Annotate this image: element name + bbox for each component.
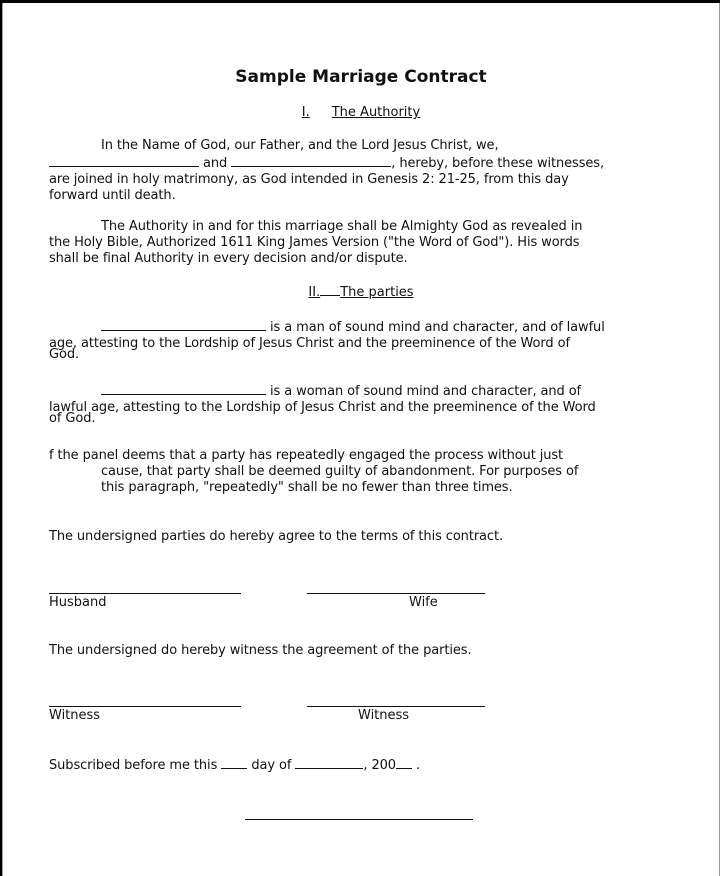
section-label: The Authority bbox=[331, 105, 421, 120]
paragraph-line: age, attesting to the Lordship of Jesus Christ and the preeminence of the Word of bbox=[49, 336, 570, 351]
section-heading-parties bbox=[3, 284, 719, 301]
paragraph-line: is a man of sound mind and character, and of lawful bbox=[49, 318, 669, 336]
wife-signature-line[interactable] bbox=[307, 593, 485, 594]
wife-name-blank[interactable] bbox=[101, 382, 266, 395]
day-blank[interactable] bbox=[221, 756, 247, 769]
paragraph-abandonment bbox=[49, 448, 669, 496]
witness-text: The undersigned do hereby witness the agreement of the parties. bbox=[49, 643, 472, 658]
section-number: II. bbox=[308, 285, 321, 300]
paragraph-line: God. bbox=[49, 347, 80, 362]
paragraph-line: cause, that party shall be deemed guilty of abandonment. For purposes of bbox=[101, 464, 579, 479]
paragraph-line: is a woman of sound mind and character, and of bbox=[49, 382, 669, 400]
paragraph-authority bbox=[49, 219, 669, 267]
and-text: and bbox=[203, 156, 228, 171]
witness-1-signature-line[interactable] bbox=[49, 706, 241, 707]
paragraph-line: are joined in holy matrimony, as God intended in Genesis 2: 21-25, from this day bbox=[49, 172, 569, 187]
husband-label: Husband bbox=[49, 595, 107, 610]
agreement-text: The undersigned parties do hereby agree to the terms of this contract. bbox=[49, 529, 504, 544]
paragraph-line: of God. bbox=[49, 411, 96, 426]
month-blank[interactable] bbox=[295, 756, 363, 769]
witness-2-signature-line[interactable] bbox=[307, 706, 485, 707]
husband-signature-line[interactable] bbox=[49, 593, 241, 594]
notary-signature-line[interactable] bbox=[245, 819, 473, 820]
witness-2-label: Witness bbox=[358, 708, 410, 723]
subscribed-line: Subscribed before me this day of , 200 . bbox=[49, 758, 421, 773]
husband-name-blank[interactable] bbox=[101, 318, 266, 331]
subscribed-prefix: Subscribed before me this bbox=[49, 758, 218, 773]
paragraph-line: shall be final Authority in every decision and/or dispute. bbox=[49, 251, 408, 266]
paragraph-husband bbox=[49, 318, 669, 363]
day-of-text: day of bbox=[251, 758, 292, 773]
paragraph-line bbox=[49, 154, 669, 172]
paragraph-line: The Authority in and for this marriage shall be Almighty God as revealed in bbox=[101, 219, 583, 234]
witness-1-label: Witness bbox=[49, 708, 101, 723]
paragraph-line: forward until death. bbox=[49, 188, 176, 203]
document-page bbox=[2, 3, 720, 876]
paragraph-opening bbox=[49, 138, 669, 204]
year-blank[interactable] bbox=[396, 756, 412, 769]
section-label: The parties bbox=[340, 285, 414, 300]
document-title: Sample Marriage Contract bbox=[235, 67, 487, 87]
paragraph-line: In the Name of God, our Father, and the Lord Jesus Christ, we, bbox=[101, 138, 499, 153]
paragraph-line: the Holy Bible, Authorized 1611 King James Version ("the Word of God"). His words bbox=[49, 235, 580, 250]
hereby-text: , hereby, before these witnesses, bbox=[391, 156, 604, 171]
paragraph-line: f the panel deems that a party has repeatedly engaged the process without just bbox=[49, 448, 564, 463]
year-prefix: , 200 bbox=[363, 758, 396, 773]
wife-label: Wife bbox=[409, 595, 438, 610]
paragraph-wife bbox=[49, 382, 669, 427]
paragraph-line: this paragraph, "repeatedly" shall be no fewer than three times. bbox=[101, 480, 513, 495]
section-number: I. bbox=[301, 105, 310, 120]
name-blank-1[interactable] bbox=[49, 154, 199, 167]
paragraph-line: lawful age, attesting to the Lordship of Jesus Christ and the preeminence of the Word bbox=[49, 400, 596, 415]
name-blank-2[interactable] bbox=[231, 154, 391, 167]
section-heading-authority bbox=[3, 105, 719, 121]
